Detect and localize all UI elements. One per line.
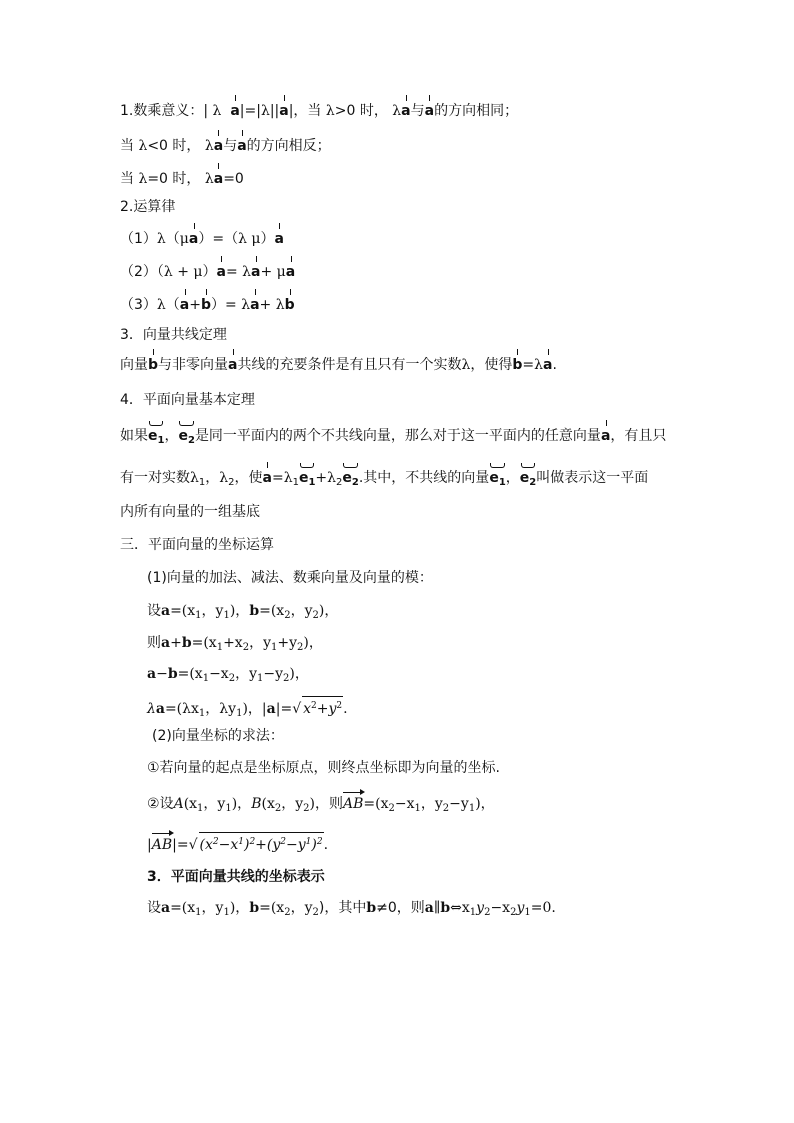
section-title: 3．平面向量共线的坐标表示 (147, 869, 325, 885)
subscript: 2 (510, 907, 517, 918)
text: )， (229, 603, 250, 619)
vector-e2 (520, 469, 536, 492)
text: ，y (249, 635, 272, 651)
coord-scalar-line: $\lambda a=(\lambda x_1$，$\lambda y_1$)，|a|=√ $x^2+y^2$. (147, 696, 694, 723)
text: ) (311, 837, 317, 853)
superscript: 2 (280, 837, 287, 847)
text: ，y (281, 796, 304, 812)
coordinate-ops-title (120, 536, 694, 554)
text: )， (475, 796, 495, 812)
text: ）= λ (211, 297, 251, 313)
subscript: 2 (312, 907, 319, 918)
text: |=| (239, 103, 261, 119)
subscript: 2 (187, 435, 195, 446)
rule-number: （1） (120, 231, 157, 247)
rule-number: （3） (120, 297, 157, 313)
text: ) (243, 837, 250, 853)
text: | (147, 837, 152, 853)
text: 有一对实数 (120, 470, 190, 486)
section-title: 3．向量共线定理 (120, 327, 227, 343)
text: ①若向量的起点是坐标原点，则终点坐标即为向量的坐标. (147, 760, 500, 776)
subscript: 2 (284, 907, 291, 918)
vector-a: a (266, 701, 276, 717)
lambda-symbol: λ (461, 357, 471, 373)
text: 与 (223, 138, 238, 154)
point-b: B (251, 796, 262, 812)
vector-e2 (342, 469, 358, 492)
rule-number: （2） (120, 264, 157, 280)
vector-a: a (251, 264, 261, 280)
text: ， (505, 470, 520, 486)
subscript: 1 (308, 477, 316, 488)
text: (x (183, 796, 198, 812)
text: ，有且只 (610, 428, 667, 444)
lambda-symbol: λ (138, 138, 148, 154)
text: λ (147, 701, 156, 717)
text: 内所有向量的一组基底 (120, 504, 260, 520)
text: ， (164, 428, 179, 444)
text: 设 (147, 603, 161, 619)
text: (x (261, 796, 275, 812)
subscript: 1 (198, 477, 206, 488)
vector-a: a (274, 231, 284, 247)
subscript: 2 (242, 642, 250, 653)
lambda-symbol: λ (190, 470, 199, 486)
text: ，y (290, 900, 313, 916)
vector-b: b (512, 357, 523, 373)
coord-ops-subtitle-1 (147, 569, 694, 587)
text: =0. (530, 900, 556, 916)
text: )， (303, 635, 323, 651)
text: .其中，不共线的向量 (358, 470, 490, 486)
vector-a: a (237, 138, 247, 154)
text: +(y (255, 837, 281, 853)
superscript: 2 (311, 701, 317, 711)
superscript: 1 (238, 837, 244, 847)
text: . (323, 837, 329, 853)
text: + (189, 297, 201, 313)
text: =0 时， (147, 171, 201, 187)
vector-b: b (148, 357, 159, 373)
superscript: 2 (249, 837, 256, 847)
sqrt-expression (199, 832, 324, 854)
subscript: 2 (284, 610, 291, 621)
vector-b: b (440, 900, 451, 916)
text: + (170, 635, 182, 651)
subscript: 1 (197, 803, 204, 814)
lambda-symbol: λ (325, 103, 335, 119)
text: |，当 (288, 103, 322, 119)
subscript: 1 (468, 803, 476, 814)
text: −x (394, 796, 415, 812)
lambda-symbol: λ (260, 103, 270, 119)
text: 的方向相同； (434, 103, 519, 119)
vector-e1 (299, 469, 315, 492)
subscript: 1 (414, 803, 421, 814)
collinear-theorem-text (120, 356, 694, 374)
scalar-meaning-line-3 (120, 170, 694, 188)
text: （λ + μ） (156, 264, 217, 280)
text: . (552, 357, 557, 373)
text: =(x (177, 666, 203, 682)
subscript: 1 (195, 610, 202, 621)
text: ，y (201, 900, 224, 916)
superscript: 2 (212, 837, 219, 847)
vector-ab: AB (343, 793, 363, 813)
vector-b: b (249, 603, 260, 619)
text: ②设 (147, 796, 174, 812)
text: ∥ (433, 900, 441, 916)
text: )，| (242, 701, 267, 717)
e-letter: e (148, 428, 158, 444)
lambda-symbol: λ (327, 470, 337, 486)
text: = (522, 357, 535, 373)
text: + (315, 470, 328, 486)
text: ，使得 (470, 357, 513, 373)
text: ，y (201, 603, 224, 619)
text: 当 (120, 138, 134, 154)
section-title: 4．平面向量基本定理 (120, 392, 255, 408)
text: ， (205, 470, 220, 486)
superscript: 2 (316, 837, 323, 847)
text: )， (289, 666, 309, 682)
coord-sub-line (147, 665, 694, 688)
vector-b: b (167, 666, 178, 682)
text: )，其中 (318, 900, 367, 916)
scalar-meaning-line-1 (120, 102, 694, 120)
vector-a: a (147, 666, 157, 682)
lambda-symbol: λ (219, 470, 229, 486)
vector-a: a (600, 428, 611, 444)
rule-3 (120, 296, 694, 314)
text: 当 (120, 171, 134, 187)
vector-e2 (178, 427, 194, 450)
text: =0 (223, 171, 244, 187)
lambda-symbol: λ (534, 357, 543, 373)
text: ，使 (234, 470, 263, 486)
e-letter: e (178, 428, 188, 444)
text: −x (490, 900, 511, 916)
text: −x (218, 837, 239, 853)
subscript: 1 (223, 907, 230, 918)
subscript: 1 (271, 642, 278, 653)
text: 向量 (120, 357, 148, 373)
vector-b: b (366, 900, 377, 916)
text: =(x (170, 603, 196, 619)
text: . (343, 701, 348, 717)
text: λ（ (156, 297, 180, 313)
subscript: 1 (195, 907, 202, 918)
subscript: 2 (283, 673, 290, 684)
text: +x (223, 635, 243, 651)
text: −y (449, 796, 469, 812)
text: ，y (235, 666, 258, 682)
subscript: 2 (529, 477, 537, 488)
text: ⇔x (450, 900, 470, 916)
vector-a: a (285, 264, 296, 280)
subscript: 1 (524, 907, 531, 918)
vector-a: a (279, 103, 289, 119)
text: )， (229, 900, 250, 916)
subscript: 2 (312, 610, 319, 621)
vector-a: a (228, 357, 238, 373)
subscript: 2 (336, 477, 343, 488)
vector-a: a (161, 603, 171, 619)
coord-origin-rule (147, 759, 694, 777)
text: >0 时， (334, 103, 388, 119)
subscript: 1 (223, 610, 230, 621)
superscript: 1 (305, 837, 312, 847)
vector-a: a (155, 701, 165, 717)
text: 设 (147, 900, 161, 916)
subscript: 1 (202, 673, 210, 684)
text: ，y (290, 603, 313, 619)
vector-a: a (424, 103, 435, 119)
text: 则 (147, 635, 161, 651)
coord-ops-subtitle-2 (152, 727, 694, 745)
basis-theorem-title (120, 391, 694, 409)
text: =(x (259, 900, 285, 916)
vector-b: b (200, 297, 212, 313)
text: + λ (259, 297, 285, 313)
text: +y (277, 635, 298, 651)
text: |= (275, 701, 293, 717)
scalar-meaning-line-2 (120, 137, 694, 155)
text: ≠0，则 (376, 900, 425, 916)
text: −y (286, 837, 306, 853)
text: = (271, 470, 284, 486)
vector-b: b (284, 297, 295, 313)
text: 共线的充要条件是有且只有一个实数 (237, 357, 462, 373)
text: =(x (363, 796, 389, 812)
subscript: 1 (498, 477, 506, 488)
text: x (303, 701, 312, 717)
vector-a: a (262, 470, 272, 486)
section-title: 2.运算律 (120, 199, 176, 215)
vector-a: a (230, 103, 240, 119)
coord-def-line (147, 602, 694, 625)
text: || (269, 103, 280, 119)
subscript: 1 (225, 803, 232, 814)
text: 叫做表示这一平面 (536, 470, 649, 486)
text: 与非零向量 (158, 357, 229, 373)
text: λ（μ (156, 231, 189, 247)
lambda-symbol: λ (212, 103, 222, 119)
subscript: 1 (292, 477, 299, 488)
coord-add-line (147, 634, 694, 657)
subscript: 2 (274, 803, 282, 814)
collinear-coord-title (147, 868, 694, 886)
subscript: 1 (469, 907, 477, 918)
subscript: 1 (157, 435, 165, 446)
vector-a: a (161, 635, 171, 651)
e-letter: e (342, 470, 352, 486)
sqrt-expression (302, 696, 343, 718)
subscript: 1 (198, 708, 206, 719)
superscript: 2 (336, 701, 343, 711)
vector-a: a (401, 103, 411, 119)
text: + μ (260, 264, 286, 280)
text: ，y (420, 796, 443, 812)
lambda-symbol: λ (392, 103, 402, 119)
e-letter: e (298, 470, 309, 486)
text: 的方向相反； (246, 138, 331, 154)
subscript: 2 (228, 477, 235, 488)
coord-ab-line (147, 793, 694, 818)
operation-rules-title (120, 198, 694, 216)
vector-a: a (250, 297, 260, 313)
text: ，y (203, 796, 226, 812)
text: |= (172, 837, 189, 853)
subscript: 2 (303, 803, 310, 814)
rule-1 (120, 230, 694, 248)
text: −x (209, 666, 229, 682)
subscript: 2 (484, 907, 491, 918)
vector-b: b (249, 900, 260, 916)
text: ）=（λ μ） (198, 231, 275, 247)
e-letter: e (519, 470, 530, 486)
text: −y (263, 666, 284, 682)
vector-a: a (188, 231, 199, 247)
vector-a: a (179, 297, 190, 313)
text: =(x (259, 603, 285, 619)
text: <0 时， (147, 138, 201, 154)
subscript: 2 (297, 642, 304, 653)
text: =(λx (164, 701, 199, 717)
text: = λ (225, 264, 252, 280)
text: y (516, 900, 525, 916)
vector-b: b (181, 635, 192, 651)
collinear-coord-line (147, 899, 694, 922)
lambda-symbol: λ (138, 171, 148, 187)
vector-ab: AB (152, 834, 172, 854)
vector-a: a (161, 900, 171, 916)
subscript: 2 (228, 673, 236, 684)
text: =(x (170, 900, 196, 916)
basis-theorem-line-1 (120, 427, 694, 450)
basis-theorem-line-3 (120, 503, 694, 521)
subscript: 1 (257, 673, 264, 684)
text: (2)向量坐标的求法： (152, 728, 284, 744)
subscript: 1 (216, 642, 224, 653)
subscript: 2 (388, 803, 395, 814)
collinear-theorem-title (120, 326, 694, 344)
text: )，则 (309, 796, 343, 812)
text: ，λy (205, 701, 237, 717)
vector-a: a (543, 357, 553, 373)
vector-a: a (424, 900, 434, 916)
text: y (476, 900, 485, 916)
e-letter: e (489, 470, 499, 486)
vector-e1 (489, 469, 505, 492)
lambda-symbol: λ (283, 470, 293, 486)
basis-theorem-line-2 (120, 469, 694, 492)
lambda-symbol: λ (204, 138, 214, 154)
vector-e1 (148, 427, 164, 450)
subscript: 1 (236, 708, 243, 719)
vector-a: a (216, 264, 226, 280)
vector-a: a (213, 138, 224, 154)
rule-2 (120, 263, 694, 281)
point-a: A (173, 796, 184, 812)
vector-a: a (213, 171, 224, 187)
text: − (156, 666, 168, 682)
subscript: 2 (351, 477, 359, 488)
text: 与 (410, 103, 425, 119)
coord-ab-magnitude: |AB|=√ $(x^2-x^1)^2+(y^2-y^1)^2$. (147, 832, 694, 854)
subscript: 2 (442, 803, 450, 814)
text: (x (199, 837, 213, 853)
text: (1)向量的加法、减法、数乘向量及向量的模： (147, 570, 433, 586)
text: =(x (191, 635, 217, 651)
text: 是同一平面内的两个不共线向量，那么对于这一平面内的任意向量 (194, 428, 601, 444)
text: )， (231, 796, 252, 812)
text: 1.数乘意义：| (120, 103, 209, 119)
lambda-symbol: λ (204, 171, 214, 187)
section-title: 三．平面向量的坐标运算 (120, 537, 274, 553)
text: 如果 (120, 428, 148, 444)
text: )， (318, 603, 339, 619)
text: +y (316, 701, 337, 717)
